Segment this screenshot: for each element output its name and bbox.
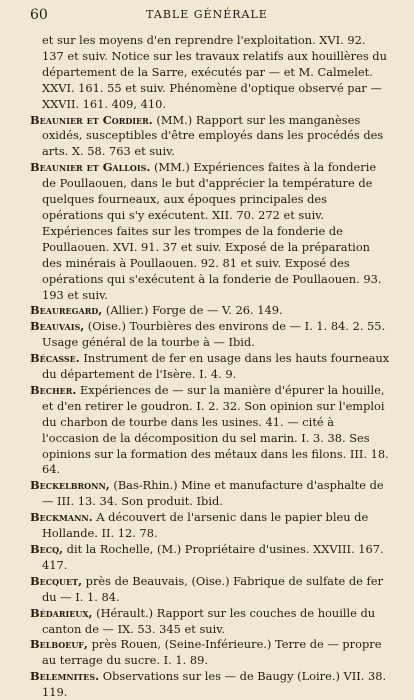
index-entry bbox=[30, 383, 390, 478]
entry-heading: Beauvais, bbox=[30, 319, 85, 334]
entry-text: A découvert de l'arsenic dans le papier bleu de Hollande. II. 12. 78. bbox=[42, 510, 369, 541]
entry-heading: Becq, bbox=[30, 542, 64, 556]
index-entry bbox=[30, 113, 390, 161]
entry-text: dit la Rochelle, (M.) Propriétaire d'usines. XXVIII. 167. 417. bbox=[42, 542, 384, 572]
index-entry bbox=[30, 669, 390, 700]
index-entry bbox=[30, 542, 390, 574]
entry-heading: Becher. bbox=[30, 382, 77, 397]
entry-heading: Becquet, bbox=[30, 573, 83, 588]
entry-text: (Allier.) Forge de — V. 26. 149. bbox=[102, 303, 283, 318]
index-entry bbox=[30, 319, 390, 351]
entry-text: et sur les moyens d'en reprendre l'exploitation. XVI. 92. 137 et suiv. Notice sur les travaux relatifs aux houillères du département de la Sarre, exécutés par — et M. Calmelet. XXVI. 161. 55 et suiv. Phénomène d'optique observé par — XXVII. 161. 409, 410. bbox=[42, 33, 387, 111]
index-entry bbox=[30, 160, 390, 303]
running-title: TABLE GÉNÉRALE bbox=[146, 8, 268, 21]
entry-text: (MM.) Expériences faites à la fonderie de Poullaouen, dans le but d'apprécier la température de quelques fourneaux, aux époques principales des opérations qui s'y exécutent. XII. 70. 272 et suiv. Expériences faites sur les trompes de la fonderie de Poullaouen. XVI. 91. 37 et suiv. Exposé de la préparation des minérais à Poullaouen. 92. 81 et suiv. Exposé des opérations qui s'exécutent à la fonderie de Poullaouen. 93. 193 et suiv. bbox=[42, 160, 382, 302]
entry-text: Instrument de fer en usage dans les hauts fourneaux du département de l'Isère. I. 4. 9. bbox=[42, 351, 390, 382]
index-entry bbox=[30, 637, 390, 669]
entry-heading: Bécasse. bbox=[30, 351, 80, 366]
entry-heading: Beckelbronn, bbox=[30, 478, 110, 493]
entry-text: près de Beauvais, (Oise.) Fabrique de sulfate de fer du — I. 1. 84. bbox=[42, 573, 383, 604]
entry-heading: Bédarieux, bbox=[30, 605, 93, 620]
entry-text: (Bas-Rhin.) Mine et manufacture d'asphalte de — III. 13. 34. Son produit. Ibid. bbox=[42, 478, 384, 509]
index-entry bbox=[30, 478, 390, 510]
index-entry bbox=[30, 510, 390, 542]
entry-heading: Beauregard, bbox=[30, 303, 103, 318]
entry-heading: Beaunier et Gallois. bbox=[30, 160, 151, 175]
index-entry bbox=[30, 303, 390, 319]
entry-heading: Belemnites. bbox=[30, 669, 100, 684]
index-body bbox=[30, 33, 390, 700]
index-entry bbox=[30, 606, 390, 638]
entry-text: (MM.) Rapport sur les manganèses oxidés, susceptibles d'être employés dans les procédés des arts. X. 58. 763 et suiv. bbox=[42, 112, 384, 159]
entry-text: (Hérault.) Rapport sur les couches de houille du canton de — IX. 53. 345 et suiv. bbox=[42, 605, 376, 636]
index-entry bbox=[30, 351, 390, 383]
entry-heading: Beaunier et Cordier. bbox=[30, 112, 153, 127]
page-number: 60 bbox=[30, 7, 48, 23]
index-entry bbox=[30, 574, 390, 606]
entry-heading: Beckmann. bbox=[30, 510, 93, 525]
entry-text: Expériences de — sur la manière d'épurer la houille, et d'en retirer le goudron. I. 2. 32. Son opinion sur l'emploi du charbon de tourbe dans les usines. 41. — cité à l'occasion de la décomposition du sel marin. I. 3. 38. Ses opinions sur la formation des métaux dans les filons. III. 18. 64. bbox=[42, 382, 389, 477]
entry-heading: Belboeuf, bbox=[30, 637, 88, 652]
entry-text: Observations sur les — de Baugy (Loire.) VII. 38. 119. bbox=[42, 669, 387, 700]
page-header bbox=[0, 0, 414, 32]
entry-text: (Oise.) Tourbières des environs de — I. 1. 84. 2. 55. Usage général de la tourbe à — Ibid. bbox=[42, 319, 386, 350]
index-entry bbox=[30, 33, 390, 113]
entry-text: près Rouen, (Seine-Inférieure.) Terre de — propre au terrage du sucre. I. 1. 89. bbox=[42, 637, 382, 668]
